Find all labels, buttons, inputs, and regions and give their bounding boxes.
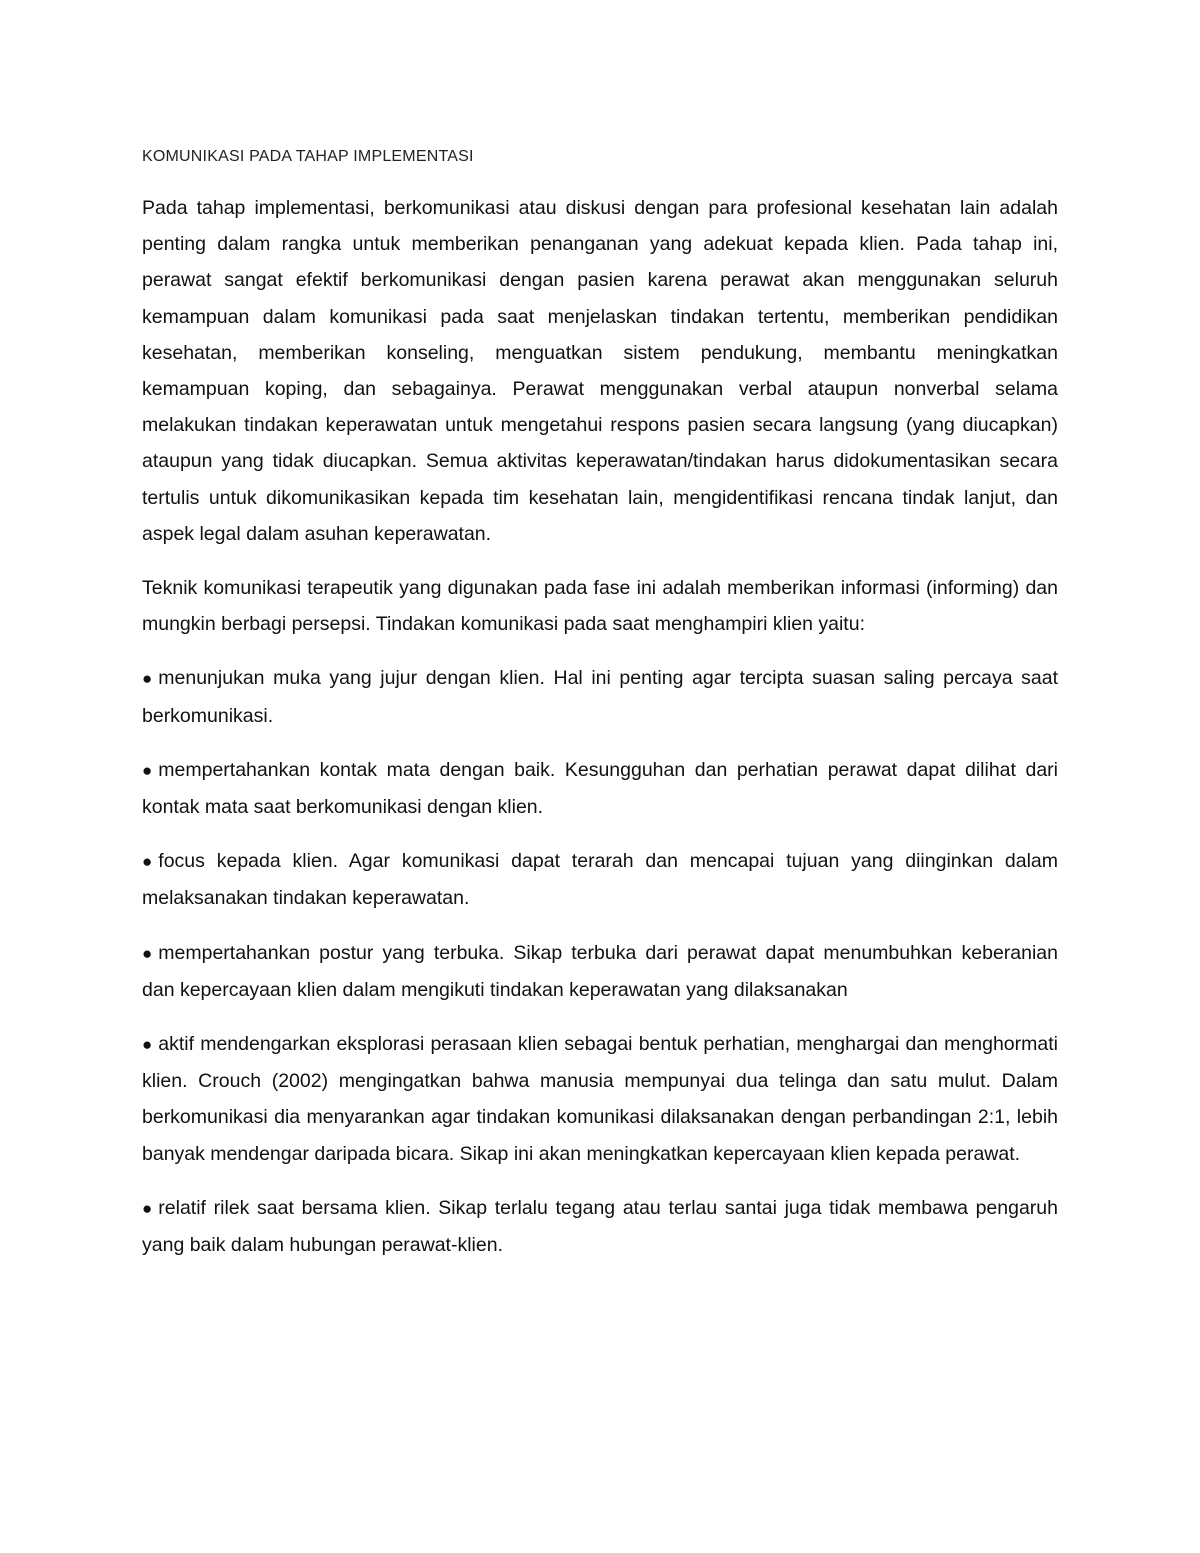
bullet-item [142,660,1058,733]
bullet-icon: ● [142,1035,153,1055]
bullet-text: aktif mendengarkan eksplorasi perasaan klien sebagai bentuk perhatian, menghargai dan menghormati klien. Crouch (2002) mengingatkan bahwa manusia mempunyai dua telinga dan satu mulut. Dalam berkomunikasi dia menyarankan agar tindakan komunikasi dilaksanakan dengan perbandingan 2:1, lebih banyak mendengar daripada bicara. Sikap ini akan meningkatkan kepercayaan klien kepada perawat. [142,1033,1058,1165]
bullet-text: mempertahankan kontak mata dengan baik. Kesungguhan dan perhatian perawat dapat dilihat dari kontak mata saat berkomunikasi dengan klien. [142,758,1058,819]
bullet-icon: ● [142,1198,153,1218]
bullet-item [142,1026,1058,1172]
bullet-text: mempertahankan postur yang terbuka. Sikap terbuka dari perawat dapat menumbuhkan keberanian dan kepercayaan klien dalam mengikuti tindakan keperawatan yang dilaksanakan [142,941,1058,1001]
document-title: KOMUNIKASI PADA TAHAP IMPLEMENTASI [142,148,474,165]
bullet-text: focus kepada klien. Agar komunikasi dapat terarah dan mencapai tujuan yang diinginkan dalam melaksanakan tindakan keperawatan. [142,850,1058,910]
document-body [142,146,1058,1281]
bullet-text: menunjukan muka yang jujur dengan klien. Hal ini penting agar tercipta suasan saling percaya saat berkomunikasi. [142,667,1058,727]
paragraph-intro: Pada tahap implementasi, berkomunikasi atau diskusi dengan para profesional kesehatan lain adalah penting dalam rangka untuk memberikan penanganan yang adekuat kepada klien. Pada tahap ini, perawat sangat efektif berkomunikasi dengan pasien karena perawat akan menggunakan seluruh kemampuan dalam komunikasi pada saat menjelaskan tindakan tertentu, memberikan pendidikan kesehatan, memberikan konseling, menguatkan sistem pendukung, membantu meningkatkan kemampuan koping, dan sebagainya. Perawat menggunakan verbal ataupun nonverbal selama melakukan tindakan keperawatan untuk mengetahui respons pasien secara langsung (yang diucapkan) ataupun yang tidak diucapkan. Semua aktivitas keperawatan/tindakan harus didokumentasikan secara tertulis untuk dikomunikasikan kepada tim kesehatan lain, mengidentifikasi rencana tindak lanjut, dan aspek legal dalam asuhan keperawatan. [142,197,1058,545]
bullet-icon: ● [142,852,153,872]
bullet-text: relatif rilek saat bersama klien. Sikap terlalu tegang atau terlau santai juga tidak membawa pengaruh yang baik dalam hubungan perawat-klien. [142,1196,1058,1257]
paragraph-technique: Teknik komunikasi terapeutik yang digunakan pada fase ini adalah memberikan informasi (informing) dan mungkin berbagi persepsi. Tindakan komunikasi pada saat menghampiri klien yaitu: [142,577,1058,636]
bullet-icon: ● [142,943,153,963]
bullet-item [142,752,1058,825]
bullet-item [142,843,1058,916]
bullet-item [142,935,1058,1008]
bullet-item [142,1190,1058,1263]
bullet-icon: ● [142,760,153,780]
bullet-icon: ● [142,669,153,689]
